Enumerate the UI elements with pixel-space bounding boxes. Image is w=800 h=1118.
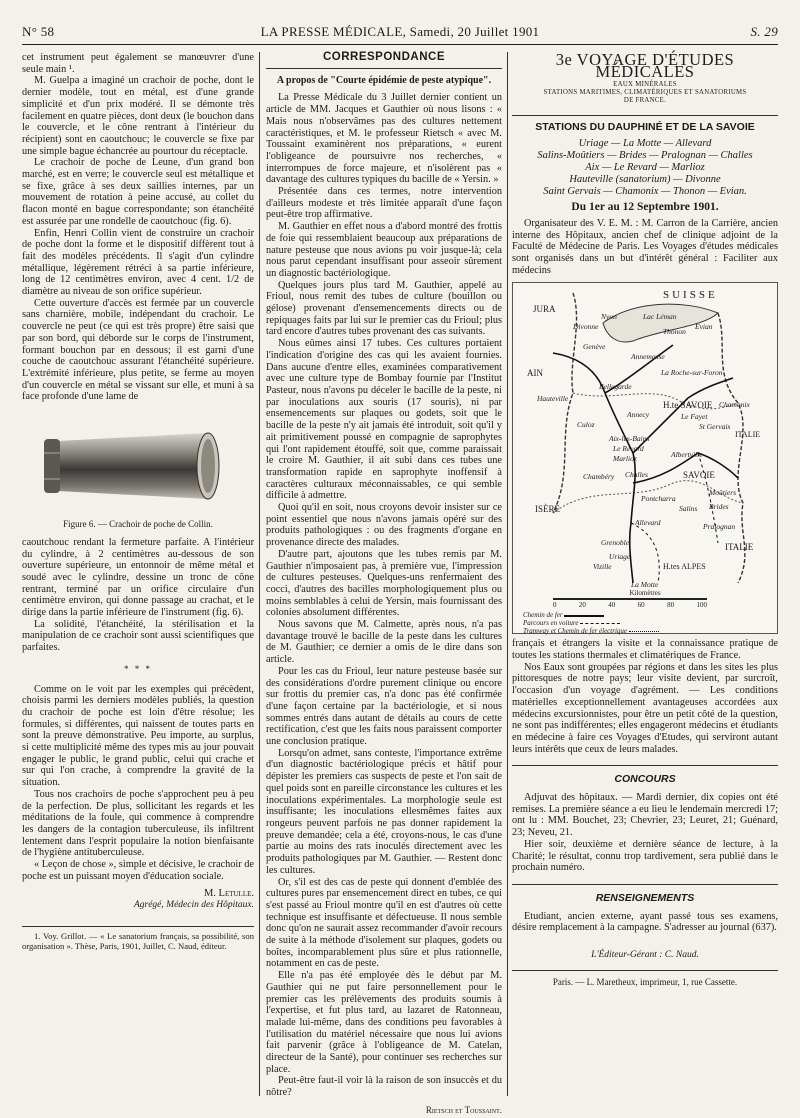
- voyage-subtitle: EAUX MINÉRALES STATIONS MARITIMES, CLIMATÉRIQUES ET SANATORIUMS DE FRANCE.: [543, 81, 747, 105]
- map-label: Moûtiers: [709, 488, 737, 498]
- map-label: Marlioz: [613, 454, 637, 464]
- map-label: Annecy: [627, 410, 650, 420]
- paragraph: Hier soir, deuxième et dernière séance de lecture, à la Charité; le résultat, connu trop tardivement, sera publié dans le prochain numéro.: [512, 838, 778, 874]
- paragraph: Elle n'a pas été employée dès le début par M. Gauthier qui ne put faire personnellement pour le premier cas les prélèvements des produits soumis à l'expertise, et fut plus tard, au lazaret de Ratonneau, malade lui-même, dans des conditions peu favorables à l'utilisation du matériel nécessaire que nous lui avions fait parvenir (grâce à l'obligeance de M. Catelan, directeur de la Santé), pour continuer ses recherches sur place.: [266, 970, 502, 1075]
- map-label: Uriage: [609, 552, 631, 562]
- paragraph: Organisateur des V. E. M. : M. Carron de la Carrière, ancien interne des Hôpitaux, ancien chef de clinique adjoint de la Faculté de Médecine de Paris. Les Voyages d'études médicales sont organisés dans un but d'intérêt général : Faciliter aux médecins: [512, 217, 778, 276]
- map-label: Albertville: [671, 450, 703, 460]
- column-divider: [259, 52, 260, 1096]
- publisher-line: L'Éditeur-Gérant : C. Naud.: [591, 950, 699, 961]
- map-label: Divonne: [573, 322, 599, 332]
- voyage-dates: Du 1er au 12 Septembre 1901.: [571, 201, 719, 214]
- page-number: S. 29: [750, 24, 778, 39]
- map-label: Brides: [709, 502, 729, 512]
- column-divider: [507, 52, 508, 1096]
- map-label: H.tes ALPES: [663, 562, 706, 572]
- map-label: Pontcharra: [641, 494, 676, 504]
- renseignements-heading: RENSEIGNEMENTS: [595, 891, 695, 904]
- concours-heading: CONCOURS: [614, 773, 676, 786]
- map-label: JURA: [533, 304, 556, 315]
- map-label: Chambéry: [583, 472, 615, 482]
- legend-railway: Chemin de fer: [523, 611, 563, 620]
- paragraph: Peut-être faut-il voir là la raison de son insuccès et du nôtre?: [266, 1075, 502, 1099]
- map-label: La Roche-sur-Foron: [661, 368, 723, 378]
- map-label: Culoz: [577, 420, 595, 430]
- map-label: ISÈRE: [535, 504, 561, 515]
- paragraph: M. Guelpa a imaginé un crachoir de poche, dont le dernier modèle, tout en métal, est d'une grande simplicité et d'un prix modéré. Il se démonte très facilement en quatre pièces, dont deux (le bouchon dans le couvercle, et le cône rentrant à l'intérieur du récipient) sont en caoutchouc; le couvercle se fixe par une simple bague échancrée au pourtour du réceptacle.: [22, 75, 254, 157]
- voyage-title: 3e VOYAGE D'ÉTUDES MÉDICALES: [555, 50, 735, 81]
- footnote: 1. Voy. Grillot. — « Le sanatorium français, sa possibilité, son organisation ». Thèse, Paris, 1901, Juillet, C. Naud, éditeur.: [22, 926, 254, 951]
- map-label: Hauteville: [537, 394, 569, 404]
- legend-tramway: Tramway et Chemin de fer électrique: [523, 627, 628, 636]
- paragraph: caoutchouc rendant la fermeture parfaite. A l'intérieur du cylindre, à 2 centimètres au-dessous de son ouverture supérieure, un entonnoir de même métal et soudé avec le cylindre, dessine un tronc de cône rentrant, terminé par un orifice circulaire d'un centimètre environ, qui donne passage au crachat, et le dirige dans la partie inférieure de l'instrument (fig. 6).: [22, 536, 254, 619]
- article-title: A propos de "Courte épidémie de peste atypique".: [276, 74, 492, 86]
- map-label: Genève: [583, 342, 606, 352]
- paragraph: « Leçon de chose », simple et décisive, le crachoir de poche est un puissant moyen d'éducation sociale.: [22, 859, 254, 882]
- legend-title: Kilomètres: [629, 589, 661, 598]
- spittoon-illustration: [22, 413, 254, 515]
- paragraph: M. Gauthier en effet nous a d'abord montré des frottis de foie qui ressemblaient beaucoup aux préparations de nature pesteuse que nous avions pu voir jusque-là; cela nous parut cependant insuffisant pour asseoir sûrement un diagnostic bactériologique.: [266, 221, 502, 279]
- map-label: Grenoble: [601, 538, 630, 548]
- paragraph: Nous eûmes ainsi 17 tubes. Ces cultures portaient l'indication d'origine des cas qui les avaient fournies. Dans aucune d'entre elles, examinées comparativement avec une culture type de Bombay fournie par l'Institut Pasteur, nous n'avons pu déceler le bacille de la peste, ni par inoculations aux souris (17 souris), ni par ensemencements sur plaques ou godets, soit que le bacille de la peste n'y ait jamais été introduit, soit qu'il y ait primitivement poussé en compagnie de saprophytes qui l'ont rapidement étouffé, soit que, comme paraissait le croire M. Gauthier, il ait subi dans ces tubes une transformation rapide en saprophyte inoffensif à caractères culturaux méconnaissables, ce qui semble difficile à admettre.: [266, 338, 502, 502]
- map-label: Chamonix: [719, 400, 750, 410]
- paragraph: Tous nos crachoirs de poche s'approchent peu à peu de la perfection. De plus, sollicitant les regards et les méditations de la foule, qui commence à comprendre les dangers de la contagion tuberculeuse, ils infiltrent lentement dans l'esprit populaire la notion bienfaisante de l'hygiène antituberculeuse.: [22, 788, 254, 859]
- paragraph: Etudiant, ancien externe, ayant passé tous ses examens, désire remplacement à la campagne. S'adresser au journal (637).: [512, 910, 778, 934]
- paragraph: Lorsqu'on admet, sans conteste, l'importance extrême d'un diagnostic bactériologique précis et hâtif pour dépister les premiers cas suspects de peste et l'on sait de quel poids sont en pareille circonstance les cultures et les inoculations expérimentales. La morphologie seule est insuffisante; les inoculations ellesmêmes faites aux rongeurs peuvent parfois ne pas donner rapidement la preuve demandée; cela a été, croyons-nous, le cas d'une partie au moins des rats inoculés directement avec les produits pathologiques par M. Gauthier. — Restent donc les cultures.: [266, 747, 502, 876]
- paragraph: La solidité, l'étanchéité, la stérilisation et la manipulation de ce crachoir sont aussi scientifiques que parfaites.: [22, 618, 254, 654]
- legend-carriage: Parcours en voiture: [523, 619, 579, 628]
- paragraph: français et étrangers la visite et la connaissance pratique de toutes les stations thermales et climatériques de France.: [512, 638, 778, 662]
- correspondence-signature: Rietsch et Toussaint.: [425, 1104, 502, 1115]
- paragraph: Or, s'il est des cas de peste qui donnent d'emblée des cultures pures par ensemencement direct en tubes, ce qui s'est passé au Frioul montre qu'il en est d'autres où cette technique est insuffisante et défectueuse. Il nous semble donc qu'on ne saurait assez recommander d'avoir recours de suite à la méthode d'isolement sur plaques, godets ou boîtes, incomparablement plus sûre et plus rationnelle, notamment en cas de peste.: [266, 876, 502, 970]
- route-map: [512, 282, 778, 634]
- map-label: Vizille: [593, 562, 612, 572]
- author-title: Agrégé, Médecin des Hôpitaux.: [133, 900, 254, 911]
- map-label: AIN: [527, 368, 543, 379]
- paragraph: Nos Eaux sont groupées par régions et dans les sites les plus pittoresques de notre pays; leur visite devient, par surcroît, l'occasion d'un voyage d'agrément. — Les conditions matérielles exceptionnellement avantageuses accordées aux médecins excursionnistes, pour être un petit côté de la question, ne sont pas indifférentes; elles engageront médecins et étudiants en médecine à faire ces Voyages d'Etudes, qui serviront autant leurs intérêts que ceux de leurs malades.: [512, 661, 778, 755]
- column-2: [266, 52, 502, 1117]
- paragraph: cet instrument peut également se manœuvrer d'une seule main ¹.: [22, 52, 254, 75]
- figure-6-spittoon: [22, 413, 254, 515]
- section-separator: * * *: [124, 663, 152, 674]
- itinerary-line: Uriage — La Motte — Allevard: [578, 138, 712, 150]
- scale-tick: 20: [578, 601, 586, 610]
- scale-tick: 80: [667, 601, 675, 610]
- paragraph: Quelques jours plus tard M. Gauthier, appelé au Frioul, nous remit des tubes de culture (bouillon ou gélose) provenant d'ensemencements directs ou de repiquages faits par lui sur le premier cas du Frioul; plus tard encore d'autres tubes provenant des cas suivants.: [266, 279, 502, 338]
- paragraph: Présentée dans ces termes, notre intervention d'ailleurs modeste et très limitée apparaît d'une façon peut-être trop affirmative.: [266, 186, 502, 221]
- map-labels: [513, 283, 777, 590]
- map-label: Lac Léman: [643, 312, 677, 322]
- map-label: Allevard: [635, 518, 661, 528]
- region-heading: STATIONS DU DAUPHINÉ ET DE LA SAVOIE: [512, 115, 778, 134]
- map-label: ITALIE: [735, 430, 761, 440]
- map-label: SAVOIE: [683, 470, 715, 481]
- page-header: [22, 24, 778, 44]
- map-label: H.te SAVOIE: [663, 400, 713, 411]
- paragraph: La Presse Médicale du 3 Juillet dernier contient un article de MM. Jacques et Gauthier où nous lisons : « Mais nous n'observâmes pas des cultures nettement caractéristiques, et M. le professeur Rietsch « avec M. Toussaint examinèrent nos préparations, « eurent l'obligeance de poursuivre nos recherches, « interrompues de force majeure, et n'isolèrent pas « davantage des cultures typiques du bacille de « Yersin. »: [266, 92, 502, 186]
- map-label: La Motte: [631, 580, 659, 590]
- itinerary-line: Hauteville (sanatorium) — Divonne: [569, 174, 721, 186]
- paragraph: Quoi qu'il en soit, nous croyons devoir insister sur ce point essentiel que nous n'avons jamais opéré sur des produits pathologiques : ou des fragments d'organe en provenance directe des malades.: [266, 502, 502, 549]
- scale-tick: 60: [637, 601, 645, 610]
- paragraph: Pour les cas du Frioul, leur nature pesteuse basée sur des considérations d'ordre purement clinique ou encore sur frottis du premier cas, n'a donc pas été confirmée d'une façon certaine par la bactériologie, et si nous sommes entrés dans autant de détails au cours de cette rectification, c'est que les faits nous paraissent comporter une conclusion pratique.: [266, 665, 502, 748]
- map-label: Bellegarde: [599, 382, 632, 392]
- itinerary-line: Saint Gervais — Chamonix — Thonon — Evian.: [543, 186, 747, 198]
- map-label: St Gervais: [699, 422, 731, 432]
- itinerary-line: Salins-Moûtiers — Brides — Pralognan — Challes: [537, 150, 753, 162]
- map-label: Le Fayet: [681, 412, 708, 422]
- paragraph: D'autre part, ajoutons que les tubes remis par M. Gauthier n'imposaient pas, à première vue, l'impression de cultures pesteuses. Quelques-uns renfermaient des cocci, d'autres des bacilles morphologiquement plus ou moins semblables à celui de Yersin, mais fournissant des colonies absolument différentes.: [266, 548, 502, 619]
- header-rule: [22, 44, 778, 45]
- section-heading: CORRESPONDANCE: [266, 52, 502, 69]
- map-legend: [523, 589, 767, 635]
- map-label: Challes: [625, 470, 648, 480]
- map-label: Aix-les-Bains: [609, 434, 650, 444]
- map-label: Annemasse: [631, 352, 665, 362]
- section-rule: [512, 884, 778, 885]
- map-label: SUISSE: [663, 289, 718, 302]
- masthead: LA PRESSE MÉDICALE, Samedi, 20 Juillet 1901: [260, 24, 540, 39]
- author-signature: M. Letulle.: [203, 888, 254, 900]
- map-label: Salins: [679, 504, 698, 514]
- issue-number: N° 58: [22, 24, 55, 39]
- map-label: Evian: [695, 322, 713, 332]
- column-3: [512, 52, 778, 989]
- scale-tick: 40: [608, 601, 616, 610]
- map-label: Nyon: [601, 312, 617, 322]
- paragraph: Comme on le voit par les exemples qui précèdent, choisis parmi les derniers modèles publiés, la question du crachoir de poche est loin d'être résolue; les formules, si différentes, qui naissent de toutes parts en sont la preuve démonstrative. Peu importe, au surplus, si cette multiplicité même des types mis au jour pouvait engager le public, le grand public, celui qui crache et sur qui l'on crache, à comprendre la gravité de la situation.: [22, 683, 254, 789]
- scale-tick: 100: [696, 601, 707, 610]
- legend-item: [523, 611, 767, 619]
- scale-tick: 0: [553, 601, 557, 610]
- printer-line: Paris. — L. Maretheux, imprimeur, 1, rue Cassette.: [512, 970, 778, 989]
- paragraph: Adjuvat des hôpitaux. — Mardi dernier, dix copies ont été remises. La première séance a eu lieu le lendemain mercredi 17; ont lu : MM. Bouchet, 23; Chevrier, 23; Leuret, 21; Guénard, 23; Neveu, 21.: [512, 792, 778, 839]
- legend-item: [523, 627, 767, 635]
- itinerary-line: Aix — Le Revard — Marlioz: [585, 162, 705, 174]
- map-label: Le Revard: [613, 444, 644, 454]
- paragraph: Cette ouverture d'accès est fermée par un couvercle sans charnière, mobile, indépendant du crachoir. Le couvercle ne peut (ce qui est très propre) être saisi que par son bord, qui déborde sur le corps de l'instrument, formant bouchon par en dessous; il est garni d'une couche de caoutchouc assurant l'étanchéité supérieure. L'extrémité inférieure, plus petite, se ferme au moyen d'un couvercle en métal se vissant sur elle, et muni à sa face profonde d'une lame de: [22, 297, 254, 403]
- section-rule: [512, 765, 778, 766]
- legend-item: [523, 619, 767, 627]
- paragraph: Le crachoir de poche de Leune, d'un grand bon marché, est en verre; le couvercle seul est métallique et se fixe, grâce à ses deux saillies internes, par un mouvement de rotation à peine accusé, au collet du flacon monté en bague correspondante; son étanchéité est assurée par une rondelle de caoutchouc (fig. 6).: [22, 157, 254, 227]
- paragraph: Enfin, Henri Collin vient de construire un crachoir de poche dont la forme et le dispositif diffèrent tout à fait des modèles précédents. Il s'agit d'un cylindre métallique, légèrement rétréci à sa partie inférieure, long de 12 centimètres environ, avec 4 cent. 1/2 de diamètre au niveau de son orifice supérieur.: [22, 227, 254, 298]
- map-label: Pralognan: [703, 522, 736, 532]
- column-1: [22, 52, 254, 951]
- map-label: ITALIE: [725, 542, 754, 553]
- figure-caption: Figure 6. — Crachoir de poche de Collin.: [63, 519, 213, 530]
- paragraph: Nous savons que M. Calmette, après nous, n'a pas davantage trouvé le bacille de la peste dans les cultures de M. Gauthier; ce dernier a omis de le dire dans son article.: [266, 619, 502, 666]
- map-label: Thonon: [663, 327, 686, 337]
